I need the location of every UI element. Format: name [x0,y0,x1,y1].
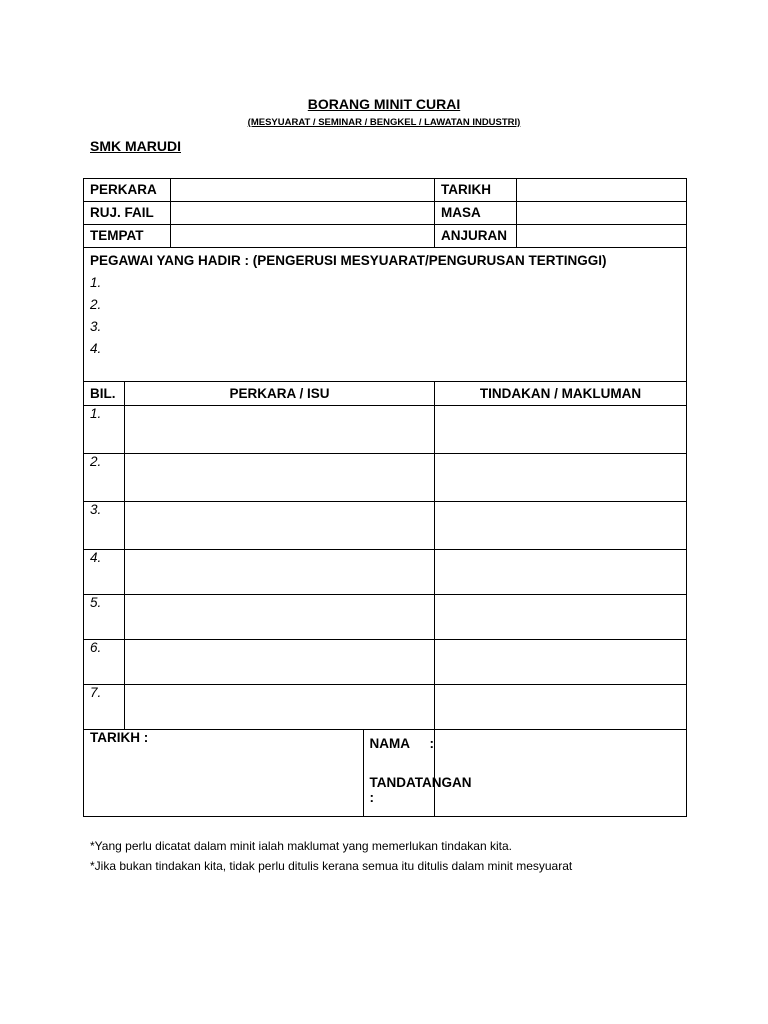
row-perkara-cell[interactable] [125,406,435,454]
row-perkara-cell[interactable] [125,685,435,730]
perkara-label: PERKARA [84,179,171,202]
row-perkara-cell[interactable] [125,502,435,550]
tempat-label: TEMPAT [84,225,171,248]
row-number: 1. [84,406,125,454]
table-row [84,640,687,685]
col-tindakan-header: TINDAKAN / MAKLUMAN [435,382,687,406]
form-title: BORANG MINIT CURAI [307,96,461,112]
nama-colon: : [429,736,435,751]
row-number: 2. [84,454,125,502]
header-row-tempat [84,225,687,248]
row-perkara-cell[interactable] [125,550,435,595]
footnotes [90,836,572,876]
table-row [84,550,687,595]
table-row [84,502,687,550]
table-row [84,685,687,730]
signature-right-space[interactable] [435,730,687,817]
masa-field[interactable] [517,202,687,225]
row-number: 6. [84,640,125,685]
row-perkara-cell[interactable] [125,454,435,502]
header-row-ruj-fail [84,202,687,225]
row-number: 7. [84,685,125,730]
table-row [84,406,687,454]
anjuran-field[interactable] [517,225,687,248]
row-number: 5. [84,595,125,640]
school-name: SMK MARUDI [90,138,181,154]
signature-row [84,730,687,817]
signature-tarikh-label: TARIKH : [90,730,149,745]
row-tindakan-cell[interactable] [435,502,687,550]
footnote: *Yang perlu dicatat dalam minit ialah maklumat yang memerlukan tindakan kita. [90,839,512,853]
row-perkara-cell[interactable] [125,595,435,640]
anjuran-label: ANJURAN [435,225,517,248]
signature-tarikh-space[interactable] [171,730,472,817]
row-tindakan-cell[interactable] [435,595,687,640]
perkara-field[interactable] [171,179,435,202]
column-header-row [84,382,687,406]
ruj-fail-label: RUJ. FAIL [84,202,171,225]
signature-right-cell[interactable] [363,730,472,816]
row-tindakan-cell[interactable] [435,454,687,502]
row-tindakan-cell[interactable] [435,406,687,454]
officers-row [84,248,687,382]
tandatangan-label: TANDATANGAN : [369,775,472,805]
officer-item: 3. [90,319,102,334]
nama-label: NAMA [369,736,411,751]
masa-label: MASA [435,202,517,225]
officers-cell[interactable] [84,248,687,382]
row-number: 4. [84,550,125,595]
row-tindakan-cell[interactable] [435,685,687,730]
row-tindakan-cell[interactable] [435,550,687,595]
row-tindakan-cell[interactable] [435,640,687,685]
officer-item: 1. [90,275,102,290]
officers-heading: PEGAWAI YANG HADIR : (PENGERUSI MESYUARAT/PENGURUSAN TERTINGGI) [90,253,607,268]
footnote: *Jika bukan tindakan kita, tidak perlu ditulis kerana semua itu ditulis dalam minit mesyuarat [90,859,573,873]
col-bil-header: BIL. [84,382,125,406]
signature-tarikh-cell[interactable] [84,730,171,817]
table-row [84,454,687,502]
header-row-perkara [84,179,687,202]
col-perkara-isu-header: PERKARA / ISU [125,382,435,406]
row-number: 3. [84,502,125,550]
officer-item: 4. [90,341,102,356]
ruj-fail-field[interactable] [171,202,435,225]
nama-line [370,736,435,751]
table-row [84,595,687,640]
officer-item: 2. [90,297,102,312]
minutes-table [83,178,687,817]
form-subtitle: (MESYUARAT / SEMINAR / BENGKEL / LAWATAN INDUSTRI) [247,117,521,128]
tarikh-label: TARIKH [435,179,517,202]
tarikh-field[interactable] [517,179,687,202]
tempat-field[interactable] [171,225,435,248]
row-perkara-cell[interactable] [125,640,435,685]
